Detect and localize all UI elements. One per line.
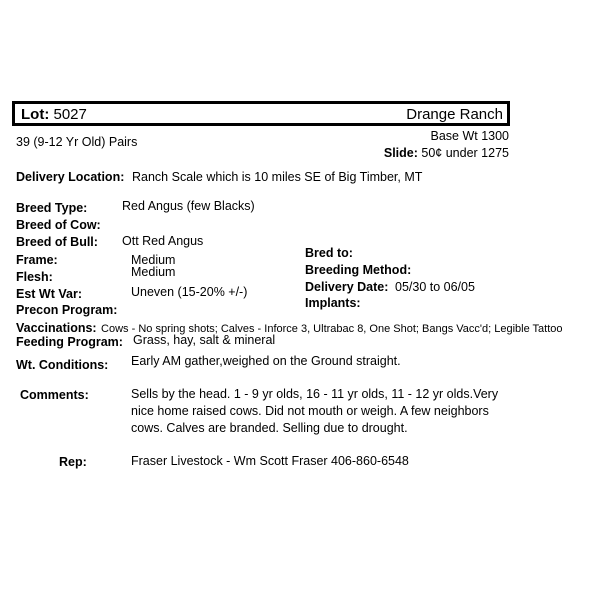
lot-header-box: [12, 101, 510, 126]
frame-value: Medium: [131, 253, 176, 267]
comments-label: Comments:: [20, 388, 89, 402]
delivery-location-label: Delivery Location:: [16, 170, 125, 184]
base-weight: Base Wt 1300: [430, 129, 509, 143]
delivery-location-value: Ranch Scale which is 10 miles SE of Big Timber, MT: [132, 170, 423, 184]
wt-conditions-label: Wt. Conditions:: [16, 358, 109, 372]
est-wt-var-label: Est Wt Var:: [16, 287, 82, 301]
breed-of-cow-label: Breed of Cow:: [16, 218, 101, 232]
breed-of-bull-value: Ott Red Angus: [122, 234, 204, 248]
rep-label: Rep:: [59, 455, 87, 469]
bred-to-label: Bred to:: [305, 246, 353, 260]
breeding-method-label: Breeding Method:: [305, 263, 412, 277]
delivery-date-label: Delivery Date:: [305, 280, 389, 294]
frame-label: Frame:: [16, 253, 58, 267]
breed-of-bull-label: Breed of Bull:: [16, 235, 98, 249]
flesh-value: Medium: [131, 265, 176, 279]
precon-program-label: Precon Program:: [16, 303, 118, 317]
slide-label: Slide:: [383, 146, 418, 160]
slide-line: [384, 146, 509, 160]
vaccinations-value: Cows - No spring shots; Calves - Inforce 3, Ultrabac 8, One Shot; Bangs Vacc'd; Legible Tattoo: [101, 323, 563, 335]
wt-conditions-value: Early AM gather,weighed on the Ground straight.: [131, 354, 401, 368]
breed-type-label: Breed Type:: [16, 201, 88, 215]
feeding-program-value: Grass, hay, salt & mineral: [133, 333, 276, 347]
lot-title: [21, 106, 87, 123]
breed-type-value: Red Angus (few Blacks): [122, 199, 255, 213]
rep-value: Fraser Livestock - Wm Scott Fraser 406-860-6548: [131, 454, 409, 468]
slide-value: 50¢ under 1275: [421, 146, 509, 160]
feeding-program-label: Feeding Program:: [16, 335, 123, 349]
vaccinations-label: Vaccinations:: [16, 321, 97, 335]
flesh-label: Flesh:: [16, 270, 53, 284]
lot-description: 39 (9-12 Yr Old) Pairs: [16, 135, 138, 149]
ranch-name: Drange Ranch: [406, 106, 503, 123]
lot-label: Lot:: [21, 106, 50, 123]
comments-value: Sells by the head. 1 - 9 yr olds, 16 - 11 yr olds, 11 - 12 yr olds.Very nice home raised cows. Did not mouth or weigh. A few neighbors cows. Calves are branded. Selling due to drought.: [131, 387, 499, 435]
delivery-date-value: 05/30 to 06/05: [395, 280, 475, 294]
lot-number: 5027: [53, 106, 87, 123]
implants-label: Implants:: [305, 296, 361, 310]
est-wt-var-value: Uneven (15-20% +/-): [131, 285, 248, 299]
